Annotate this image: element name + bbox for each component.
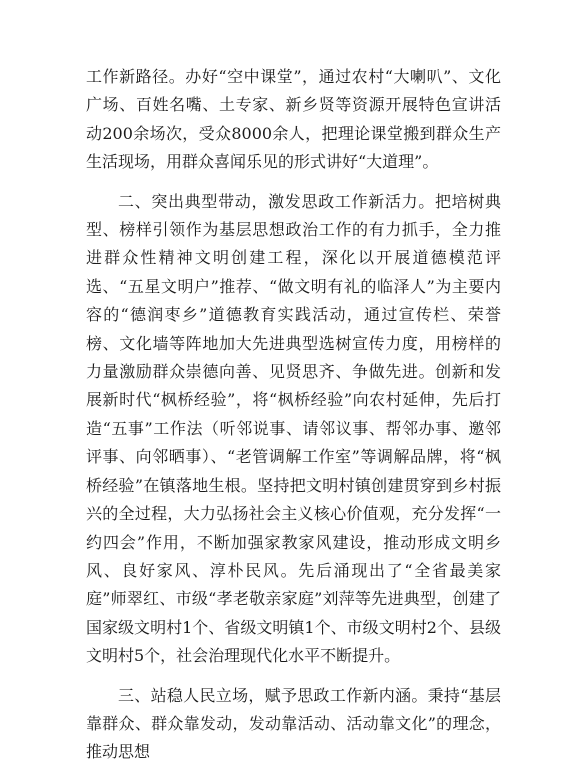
paragraph-continued: 工作新路径。办好“空中课堂”，通过农村“大喇叭”、文化广场、百姓名嘴、土专家、新乡贤等资源开展特色宣讲活动200余场次，受众8000余人，把理论课堂搬到群众生产生活现场，用群众喜闻乐见的形式讲好“大道理”。: [86, 67, 501, 172]
paragraph-section-two: 二、突出典型带动，激发思政工作新活力。把培树典型、榜样引领作为基层思想政治工作的有力抓手，全力推进群众性精神文明创建工程，深化以开展道德模范评选、“五星文明户”推荐、“做文明有礼的临泽人”为主要内容的“德润枣乡”道德教育实践活动，通过宣传栏、荣誉榜、文化墙等阵地加大先进典型选树宣传力度，用榜样的力量激励群众崇德向善、见贤思齐、争做先进。创新和发展新时代“枫桥经验”，将“枫桥经验”向农村延伸，先后打造“五事”工作法（听邻说事、请邻议事、帮邻办事、邀邻评事、向邻晒事）、“老管调解工作室”等调解品牌，将“枫桥经验”在镇落地生根。坚持把文明村镇创建贯穿到乡村振兴的全过程，大力弘扬社会主义核心价值观，充分发挥“一约四会”作用，不断加强家教家风建设，推动形成文明乡风、良好家风、淳朴民风。先后涌现出了“全省最美家庭”师翠红、市级“孝老敬亲家庭”刘萍等先进典型，创建了国家级文明村1个、省级文明镇1个、市级文明村2个、县级文明村5个，社会治理现代化水平不断提升。: [86, 191, 501, 666]
paragraph-section-three: 三、站稳人民立场，赋予思政工作新内涵。秉持“基层靠群众、群众靠发动，发动靠活动、活动靠文化”的理念，推动思想: [86, 685, 501, 762]
document-body: [86, 63, 501, 767]
paragraph-gap: [86, 177, 501, 188]
paragraph-gap: [86, 671, 501, 682]
